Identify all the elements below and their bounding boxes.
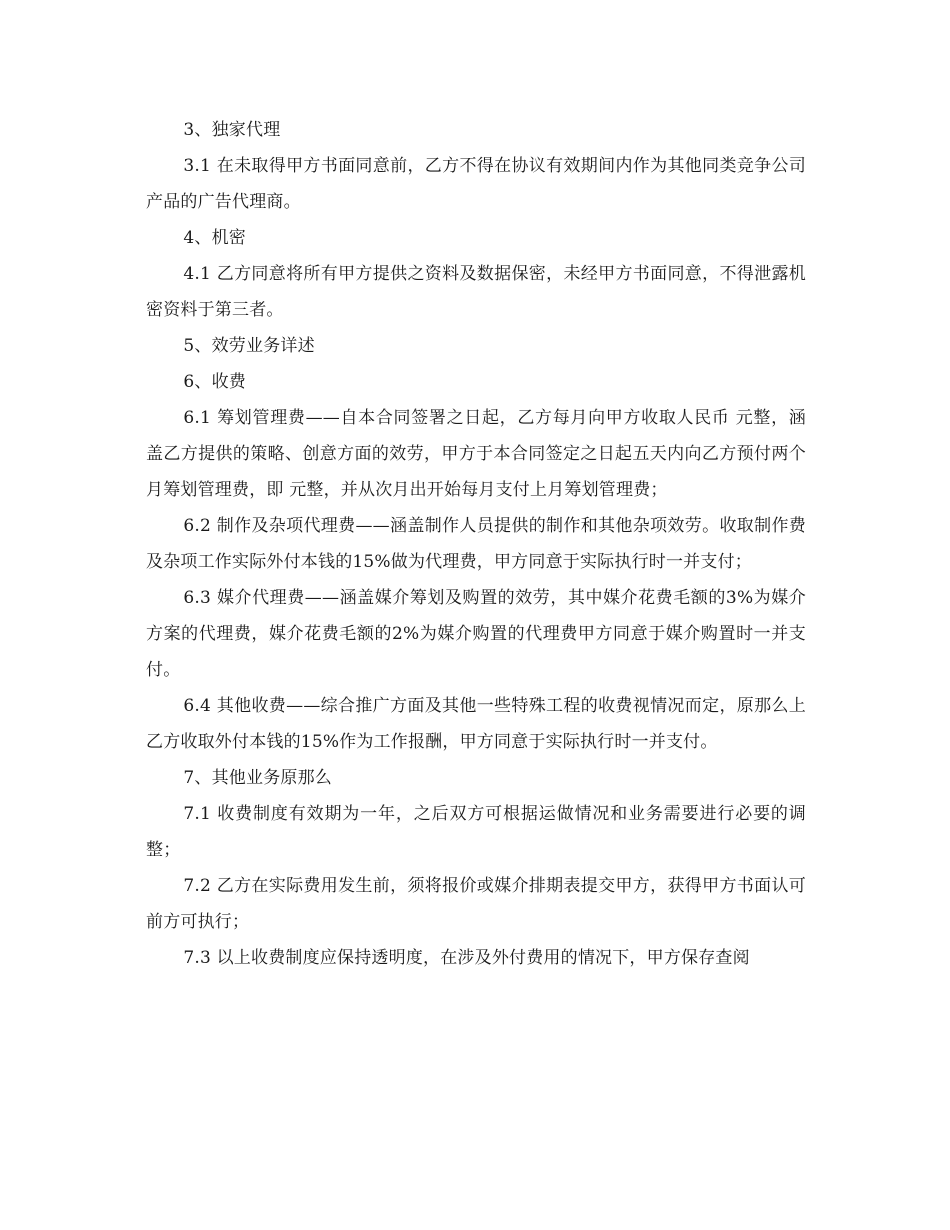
section-heading-service-details: 5、效劳业务详述 bbox=[183, 336, 315, 356]
clause-6-3: 6.3 媒介代理费——涵盖媒介筹划及购置的效劳，其中媒介花费毛额的3%为媒介方案的代理费，媒介花费毛额的2%为媒介购置的代理费甲方同意于媒介购置时一并支付。 bbox=[146, 588, 806, 680]
clause-3-1: 3.1 在未取得甲方书面同意前，乙方不得在协议有效期间内作为其他同类竞争公司产品的广告代理商。 bbox=[146, 156, 806, 212]
section-heading-fees: 6、收费 bbox=[183, 372, 247, 392]
clause-6-2: 6.2 制作及杂项代理费——涵盖制作人员提供的制作和其他杂项效劳。收取制作费及杂项工作实际外付本钱的15%做为代理费，甲方同意于实际执行时一并支付； bbox=[146, 516, 806, 572]
clause-4-1: 4.1 乙方同意将所有甲方提供之资料及数据保密，未经甲方书面同意，不得泄露机密资料于第三者。 bbox=[146, 264, 806, 320]
clause-6-1: 6.1 筹划管理费——自本合同签署之日起，乙方每月向甲方收取人民币 元整，涵盖乙方提供的策略、创意方面的效劳，甲方于本合同签定之日起五天内向乙方预付两个月筹划管理费，即 元整，并从次月出开始每月支付上月筹划管理费； bbox=[146, 408, 806, 500]
clause-7-3: 7.3 以上收费制度应保持透明度，在涉及外付费用的情况下，甲方保存查阅 bbox=[183, 948, 750, 968]
clause-7-2: 7.2 乙方在实际费用发生前，须将报价或媒介排期表提交甲方，获得甲方书面认可前方可执行； bbox=[146, 876, 806, 932]
section-heading-other-principles: 7、其他业务原那么 bbox=[183, 768, 333, 788]
clause-6-4: 6.4 其他收费——综合推广方面及其他一些特殊工程的收费视情况而定，原那么上乙方收取外付本钱的15%作为工作报酬，甲方同意于实际执行时一并支付。 bbox=[146, 696, 806, 752]
section-heading-exclusive-agency: 3、独家代理 bbox=[183, 120, 281, 140]
clause-7-1: 7.1 收费制度有效期为一年，之后双方可根据运做情况和业务需要进行必要的调整； bbox=[146, 804, 806, 860]
document-body bbox=[146, 112, 806, 976]
section-heading-confidentiality: 4、机密 bbox=[183, 228, 247, 248]
